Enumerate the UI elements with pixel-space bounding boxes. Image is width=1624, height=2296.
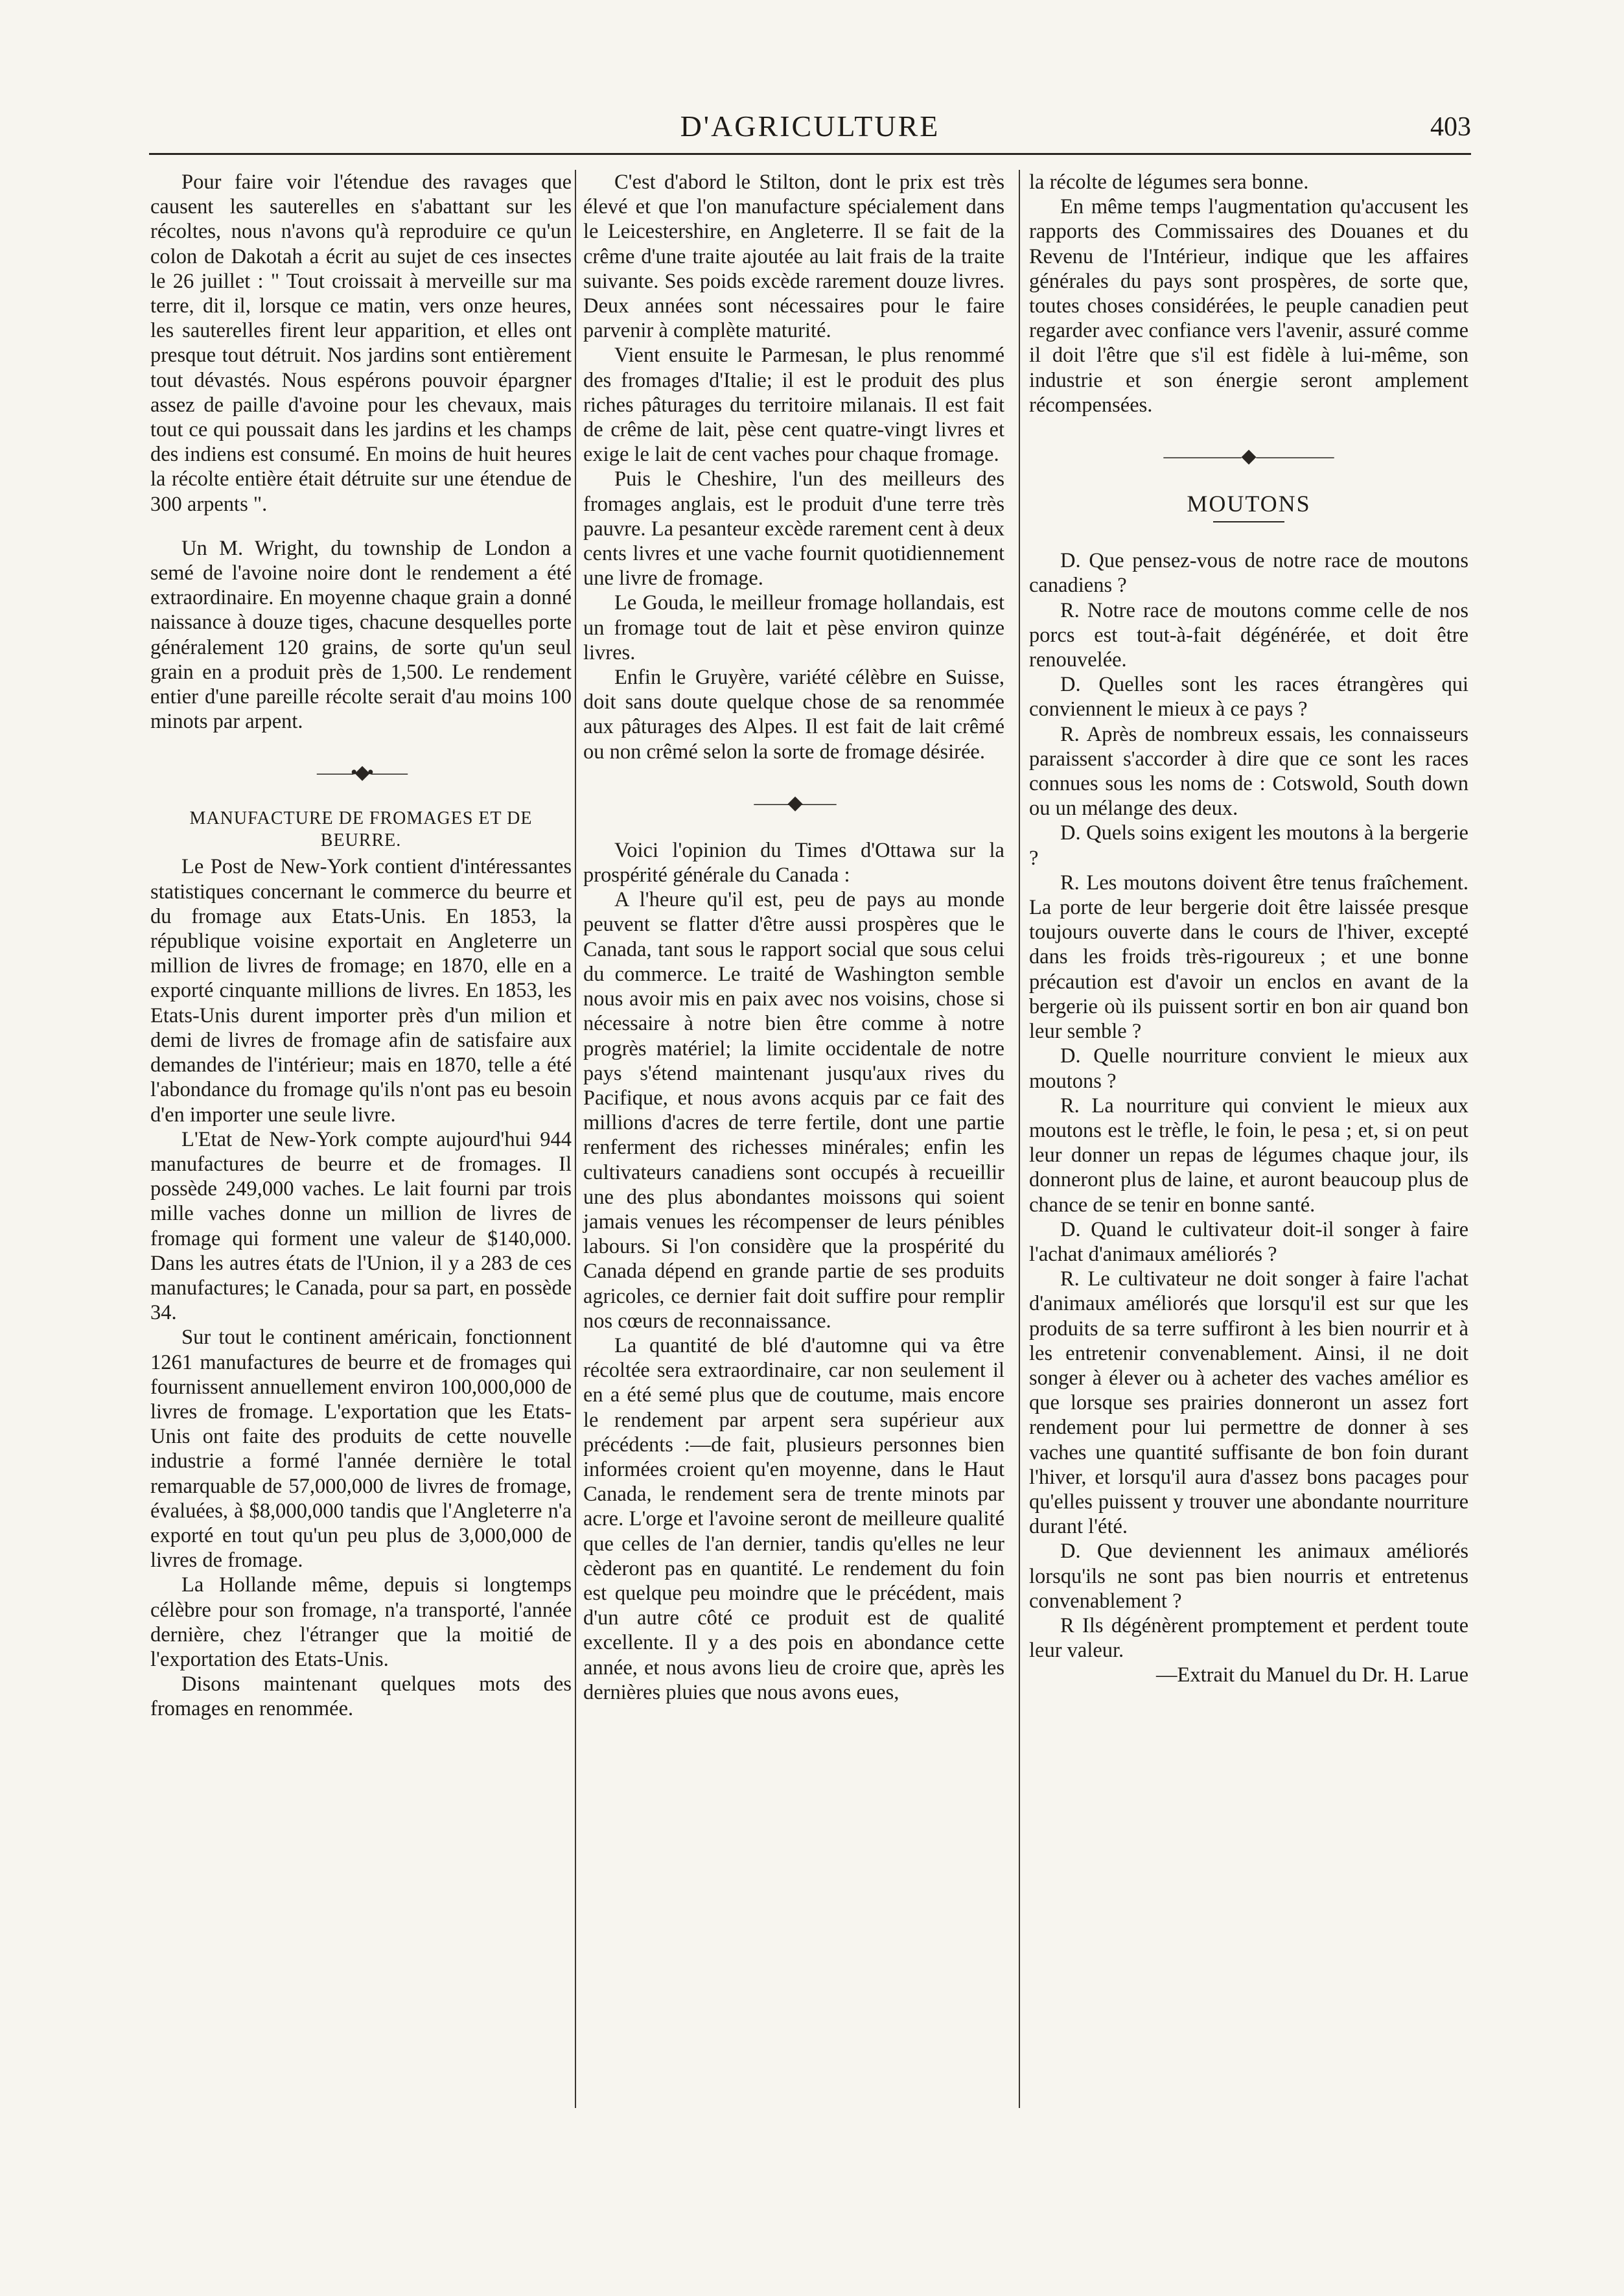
paragraph-hollande: La Hollande même, depuis si longtemps célèbre pour son fromage, n'a transporté, l'année dernière, chez l'étranger que la moitié de l'exportation des Etats-Unis.	[150, 1573, 572, 1671]
qa-item: D. Quand le cultivateur doit-il songer à faire l'achat d'animaux améliorés ?	[1029, 1217, 1468, 1266]
column-2	[583, 170, 1004, 1705]
column-1	[150, 170, 572, 1722]
paragraph-recolte-legumes: la récolte de légumes sera bonne.	[1029, 170, 1309, 194]
paragraph-etat-new-york: L'Etat de New-York compte aujourd'hui 944 manufactures de beurre et de fromages. Il possède 249,000 vaches. Le lait fourni par trois mille vaches donne un million de livres de fromage qui forment une valeur de $140,000. Dans les autres états de l'Union, il y a 283 de ces manufactures; le Canada, pour sa part, en possède 34.	[150, 1127, 572, 1325]
paragraph-parmesan: Vient ensuite le Parmesan, le plus renommé des fromages d'Italie; il est le produit des plus riches pâturages du territoire milanais. Il est fait de crême de lait, pèse cent quatre-vingt livres et exige le lait de cent vaches pour chaque fromage.	[583, 344, 1004, 467]
paragraph-times-ottawa: Voici l'opinion du Times d'Ottawa sur la prospérité générale du Canada :	[583, 838, 1004, 887]
paragraph-continent: Sur tout le continent américain, fonctionnent 1261 manufactures de beurre et de fromages qui fournissent annuellement environ 100,000,000 de livres de fromage. L'exportation que les Etats-Unis ont faite des produits de cette nouvelle industrie a formé l'année dernière le total remarquable de 57,000,000 de livres de fromage, évaluées, à $8,000,000 tandis que l'Angleterre n'a exporté en tout qu'un peu plus de 3,000,000 de livres de fromage.	[150, 1326, 572, 1573]
qa-item: R. La nourriture qui convient le mieux aux moutons est le trèfle, le foin, le pesa ; et, si on peut leur donner un repas de légumes chaque jour, ils donneront plus de laine, et auront beaucoup plus de chance de se tenir en bonne santé.	[1029, 1094, 1468, 1217]
paragraph-stilton: C'est d'abord le Stilton, dont le prix est très élevé et que l'on manufacture spécialement dans le Leicestershire, en Angleterre. Il se fait de la crême d'une traite ajoutée au lait frais de la traite suivante. Ses poids excède rarement douze livres. Deux années sont nécessaires pour le faire parvenir à complète maturité.	[583, 170, 1004, 343]
qa-item: D. Quelle nourriture convient le mieux aux moutons ?	[1029, 1044, 1468, 1093]
signature-extrait: —Extrait du Manuel du Dr. H. Larue	[1156, 1663, 1468, 1687]
column-divider-1	[575, 170, 576, 2108]
page-number: 403	[1430, 112, 1471, 142]
paragraph-augmentation: En même temps l'augmentation qu'accusent les rapports des Commissaires des Douanes et du Revenu de l'Intérieur, indique que les affaires générales du pays sont prospères, de sorte que, toutes choses considérées, le peuple canadien peut regarder avec confiance vers l'avenir, assuré comme il doit l'être que s'il est fidèle à lui-même, son industrie et son énergie seront amplement récompensées.	[1029, 195, 1468, 417]
column-divider-2	[1019, 170, 1020, 2108]
qa-item: R. Le cultivateur ne doit songer à faire l'achat d'animaux améliorés que lorsqu'il est sur que les produits de sa terre suffiront à les bien nourrir et à les entretenir convenablement. Ainsi, il ne doit songer à élever ou à acheter des vaches amélior es que lorsque ses prairies donneront un assez fort rendement pour lui permettre de donner à ses vaches une quantité suffisante de bon foin durant l'hiver, et lorsqu'il aura d'assez bons pacages pour qu'elles puissent y trouver une abondante nourriture durant l'été.	[1029, 1267, 1468, 1539]
page-header	[149, 109, 1471, 154]
qa-item: R. Après de nombreux essais, les connaisseurs paraissent s'accorder à dire que ce sont les races connues sous les noms de : Cotswold, South down ou un mélange des deux.	[1029, 722, 1468, 821]
separator-ornament: ————◆————	[1163, 445, 1334, 467]
paragraph-sauterelles: Pour faire voir l'étendue des ravages que causent les sauterelles en s'abattant sur les récoltes, nous n'avons qu'à reproduire ce qu'un colon de Dakotah a écrit au sujet de ces insectes le 26 juillet : " Tout croissait à merveille sur ma terre, dit il, lorsque ce matin, vers onze heures, les sauterelles firent leur apparition, et elles ont presque tout détruit. Nos jardins sont entièrement tout dévastés. Nous espérons pouvoir épargner assez de paille d'avoine pour les chevaux, mais tout ce qui poussait dans les jardins et les champs des indiens est consumé. En moins de huit heures la récolte entière était détruite sur une étendue de 300 arpents ".	[150, 170, 572, 516]
qa-item: D. Que deviennent les animaux améliorés lorsqu'ils ne sont pas bien nourris et entretenus convenablement ?	[1029, 1540, 1468, 1613]
paragraph-post-new-york: Le Post de New-York contient d'intéressantes statistiques concernant le commerce du beurre et du fromage aux Etats-Unis. En 1853, la république voisine exportait en Angleterre un million de livres de fromage; en 1870, elle en a exporté cinquante millions de livres. En 1853, les Etats-Unis durent importer près d'un milion et demi de livres de fromage afin de satisfaire aux demandes de l'intérieur; mais en 1870, telle a été l'abondance du fromage qu'ils n'ont pas eu besoin d'en importer une seule livre.	[150, 855, 572, 1127]
qa-item: R Ils dégénèrent promptement et perdent toute leur valeur.	[1029, 1613, 1468, 1663]
qa-item: D. Quelles sont les races étrangères qui conviennent le mieux à ce pays ?	[1029, 673, 1468, 721]
column-3	[1029, 170, 1468, 1688]
paragraph-prosperite: A l'heure qu'il est, peu de pays au monde peuvent se flatter d'être aussi prospères que le Canada, tant sous le rapport social que sous celui du commerce. Le traité de Washington semble nous avoir mis en paix avec nos voisins, chose si nécessaire à notre bien être comme à notre progrès matériel; la limite occidentale de notre pays s'étend maintenant jusqu'aux rives du Pacifique, et nous avons acquis par ce fait des millions d'acres de terre fertile, dont une partie renferment des richesses minérales; enfin les cultivateurs canadiens sont occupés à recueillir une des plus abondantes moissons qui soient jamais venues les récompenser de leurs pénibles labours. Si l'on considère que la prospérité du Canada dépend en grande partie de ses produits agricoles, ce dernier fait doit suffire pour remplir nos cœurs de reconnaissance.	[583, 888, 1004, 1333]
paragraph-disons: Disons maintenant quelques mots des fromages en renommée.	[150, 1672, 572, 1721]
separator-ornament: ——◆——	[754, 791, 834, 814]
paragraph-ble-automne: La quantité de blé d'automne qui va être récoltée sera extraordinaire, car non seulement il en a été semé plus que de coutume, mais encore le rendement par arpent sera supérieur aux précédents :—de fait, plusieurs personnes bien informées croient qu'en moyenne, dans le Haut Canada, le rendement sera de trente minots par acre. L'orge et l'avoine seront de meilleure qualité que celles de l'an dernier, tandis qu'elles ne leur cèderont pas en quantité. Le rendement du foin est quelque peu moindre que le précédent, mais d'un autre côté ce produit est de qualité excellente. Il y a des pois en abondance cette année, et nous avons lieu de croire que, après les dernières pluies que nous avons eues,	[583, 1333, 1004, 1704]
paragraph-gouda: Le Gouda, le meilleur fromage hollandais, est un fromage tout de lait et pèse environ quinze livres.	[583, 591, 1004, 664]
qa-item: R. Notre race de moutons comme celle de nos porcs est tout-à-fait dégénérée, et doit être renouvelée.	[1029, 598, 1468, 672]
title-rule	[1213, 521, 1284, 522]
section-title-manufacture: MANUFACTURE DE FROMAGES ET DE BEURRE.	[189, 808, 533, 851]
separator-ornament: ——•◆•——	[316, 762, 406, 784]
section-title-moutons: MOUTONS	[1187, 491, 1311, 517]
paragraph-cheshire: Puis le Cheshire, l'un des meilleurs des fromages anglais, est le produit d'une terre très pauvre. La pesanteur excède rarement cent à deux cents livres et une vache fournit quotidiennement une livre de fromage.	[583, 467, 1004, 591]
qa-item: D. Quels soins exigent les moutons à la bergerie ?	[1029, 821, 1468, 870]
paragraph-gruyere: Enfin le Gruyère, variété célèbre en Suisse, doit sans doute quelque chose de sa renommée aux pâturages des Alpes. Il est fait de lait crêmé ou non crêmé selon la sorte de fromage désirée.	[583, 666, 1004, 764]
header-rule	[149, 153, 1471, 155]
running-title: D'AGRICULTURE	[680, 110, 940, 143]
qa-item: R. Les moutons doivent être tenus fraîchement. La porte de leur bergerie doit être laissée presque toujours ouverte dans le cours de l'hiver, excepté dans les froids très-rigoureux ; et une bonne précaution est d'avoir un enclos en avant de la bergerie où ils puissent sortir en bon air quand bon leur semble ?	[1029, 871, 1468, 1044]
paragraph-wright: Un M. Wright, du township de London a semé de l'avoine noire dont le rendement a été extraordinaire. En moyenne chaque grain a donné naissance à douze tiges, chacune desquelles porte généralement 120 grains, de sorte qu'un seul grain en a produit près de 1,500. Le rendement entier d'une pareille récolte serait d'au moins 100 minots par arpent.	[150, 536, 572, 734]
qa-item: D. Que pensez-vous de notre race de moutons canadiens ?	[1029, 549, 1468, 598]
